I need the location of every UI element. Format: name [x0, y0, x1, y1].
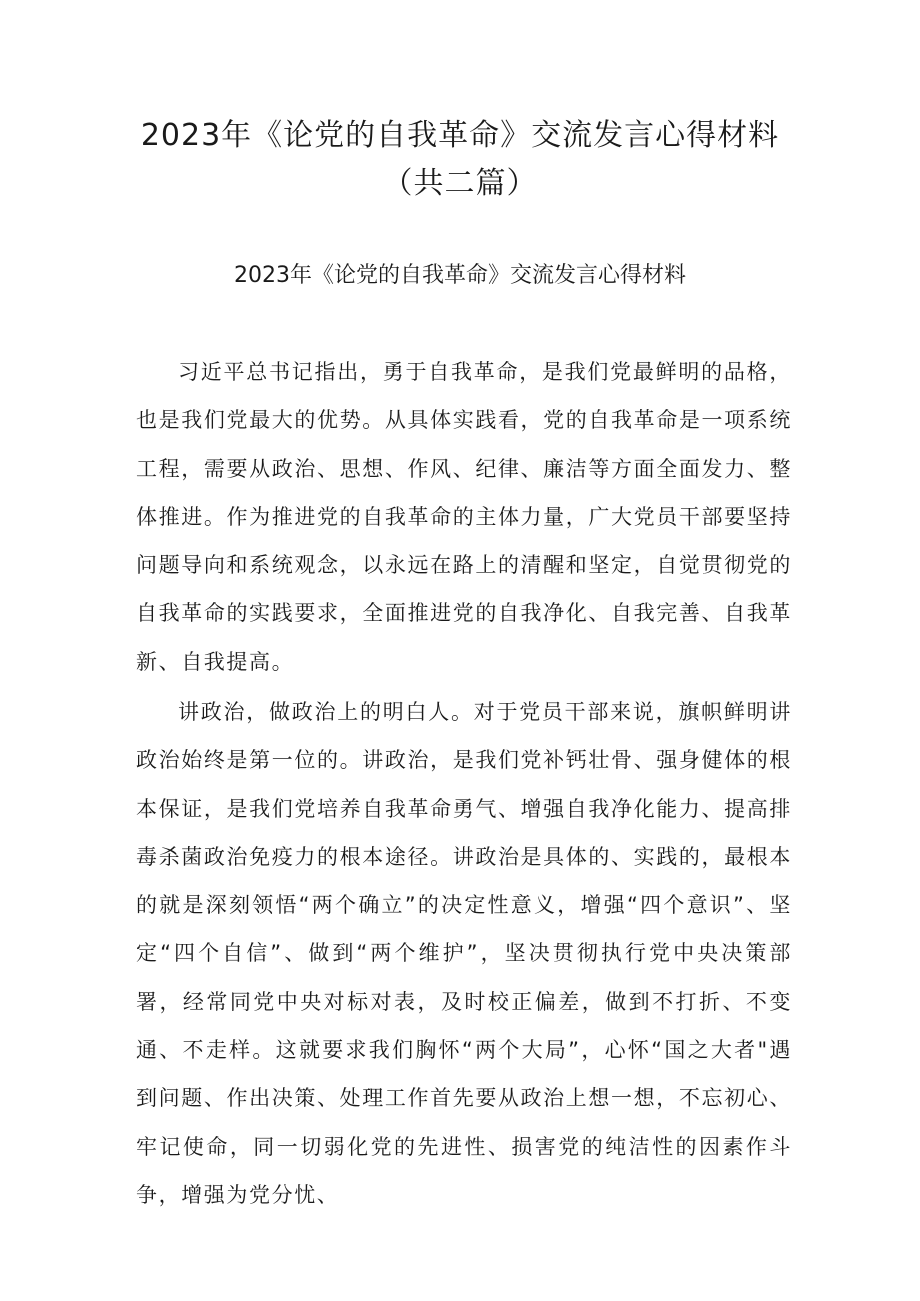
document-title-suffix: （共二篇） [382, 166, 538, 201]
document-title: 2023年《论党的自我革命》交流发言心得材料 [140, 118, 780, 153]
paragraph: 习近平总书记指出，勇于自我革命，是我们党最鲜明的品格，也是我们党最大的优势。从具体实践看，党的自我革命是一项系统工程，需要从政治、思想、作风、纪律、廉洁等方面全面发力、整体推进。作为推进党的自我革命的主体力量，广大党员干部要坚持问题导向和系统观念，以永远在路上的清醒和坚定，自觉贯彻党的自我革命的实践要求，全面推进党的自我净化、自我完善、自我革新、自我提高。 [136, 360, 792, 674]
paragraph: 讲政治，做政治上的明白人。对于党员干部来说，旗帜鲜明讲政治始终是第一位的。讲政治，是我们党补钙壮骨、强身健体的根本保证，是我们党培养自我革命勇气、增强自我净化能力、提高排毒杀菌政治免疫力的根本途径。讲政治是具体的、实践的，最根本的就是深刻领悟“两个确立”的决定性意义，增强“四个意识”、坚定“四个自信”、做到“两个维护”，坚决贯彻执行党中央决策部署，经常同党中央对标对表，及时校正偏差，做到不打折、不变通、不走样。这就要求我们胸怀“两个大局”，心怀“国之大者"遇到问题、作出决策、处理工作首先要从政治上想一想，不忘初心、牢记使命，同一切弱化党的先进性、损害党的纯洁性的因素作斗争，增强为党分忧、 [136, 700, 792, 1207]
section-title: 2023年《论党的自我革命》交流发言心得材料 [234, 263, 686, 288]
